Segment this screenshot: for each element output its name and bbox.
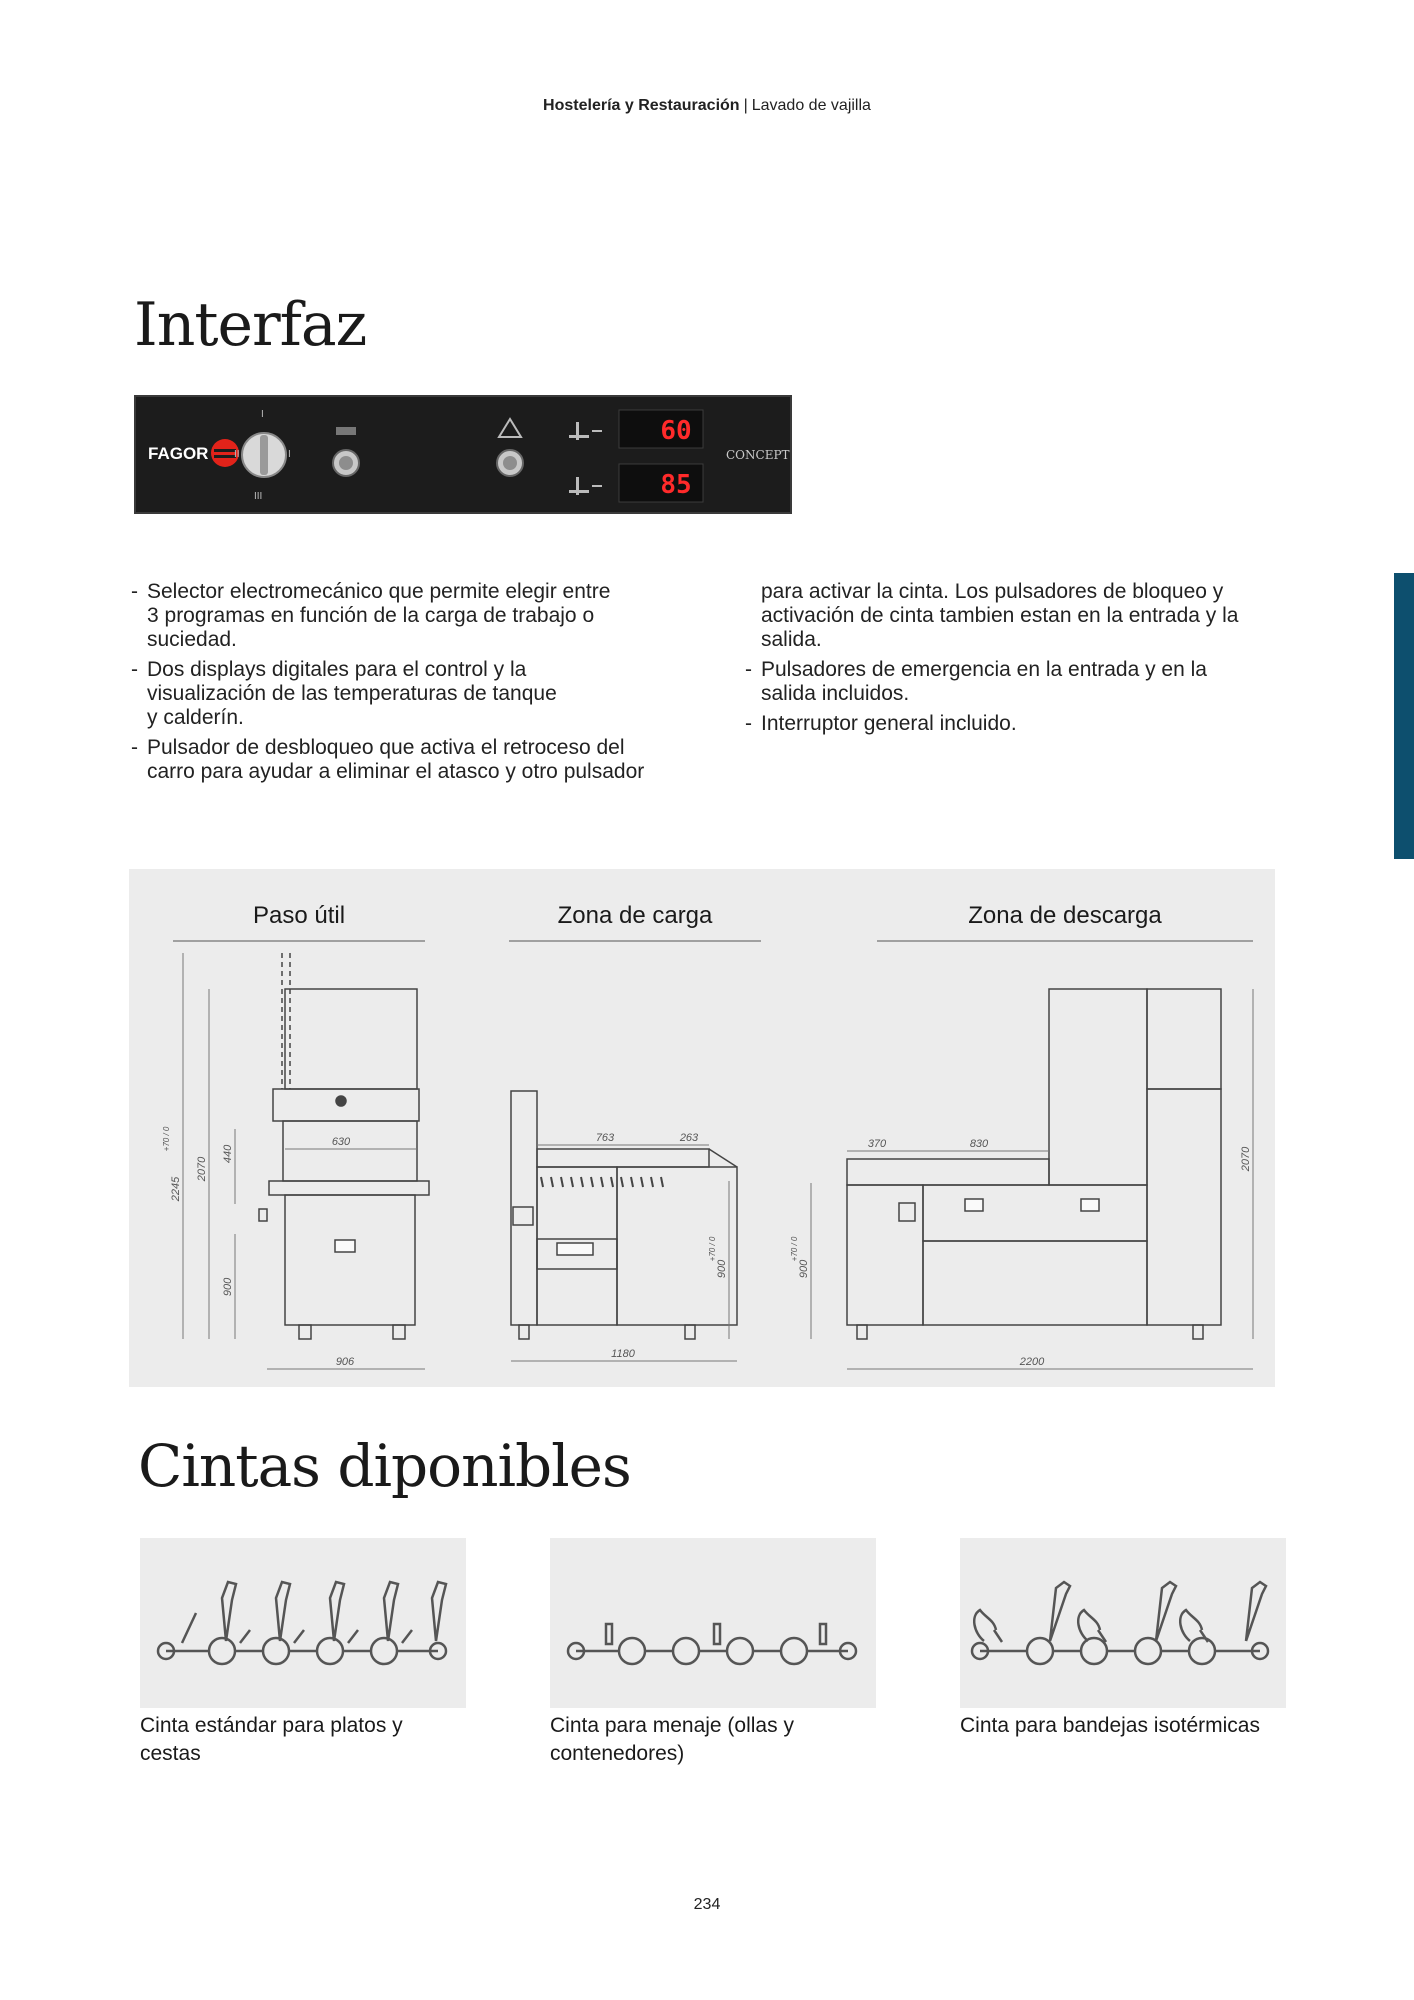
header-subsection: Lavado de vajilla	[751, 97, 871, 114]
pot-belt-icon	[550, 1538, 876, 1708]
bullet-dash: -	[745, 712, 752, 735]
feature-line: suciedad.	[147, 628, 237, 651]
paso-util-width: 906	[335, 1356, 355, 1368]
tray-belt-icon	[960, 1538, 1286, 1708]
bullet-dash: -	[745, 658, 752, 681]
svg-text:I: I	[288, 449, 291, 460]
belt-caption-pots	[550, 1712, 850, 1768]
panel-brand: FAGOR	[148, 444, 209, 463]
program-selector-knob[interactable]	[242, 433, 286, 477]
feature-line: Pulsadores de emergencia en la entrada y en la	[761, 658, 1207, 681]
feature-item	[131, 658, 671, 730]
feature-item	[745, 658, 1265, 706]
feature-line: Selector electromecánico que permite elegir entre	[147, 580, 611, 603]
panel-model: CONCEPT	[726, 448, 790, 462]
caption-line: Cinta para bandejas isotérmicas	[960, 1714, 1260, 1737]
diagram-title-zona-carga: Zona de carga	[557, 902, 713, 929]
zona-carga-height-900: 900	[716, 1259, 728, 1279]
zona-descarga-height-900: 900	[798, 1259, 810, 1279]
diagram-title-zona-descarga: Zona de descarga	[968, 902, 1162, 929]
paso-util-tolerance: +70 / 0	[162, 1126, 171, 1152]
feature-line: Pulsador de desbloqueo que activa el retroceso del	[147, 736, 625, 759]
zona-descarga-drawing	[847, 989, 1221, 1339]
zona-carga-length: 1180	[611, 1348, 635, 1360]
zona-descarga-length: 2200	[1019, 1356, 1045, 1368]
boiler-thermometer-icon	[569, 477, 602, 495]
zona-carga-seg1: 763	[595, 1132, 615, 1144]
boiler-temperature-value: 85	[660, 470, 692, 500]
diagram-title-paso-util: Paso útil	[252, 902, 346, 929]
belt-caption-plates	[140, 1712, 440, 1768]
interface-features-col1	[131, 580, 671, 790]
zona-carga-drawing	[511, 1091, 737, 1339]
caption-line: Cinta para menaje (ollas y	[550, 1714, 794, 1737]
caption-line: cestas	[140, 1742, 201, 1765]
feature-item	[131, 736, 671, 784]
tank-thermometer-icon	[569, 422, 602, 440]
caption-line: contenedores)	[550, 1742, 685, 1765]
paso-util-dimensions	[183, 953, 425, 1369]
zona-carga-dimensions	[511, 1145, 737, 1361]
control-panel-image	[134, 395, 792, 514]
zona-descarga-dimensions	[811, 989, 1253, 1369]
feature-line: activación de cinta tambien estan en la entrada y la	[761, 604, 1239, 627]
control-panel-drawing	[136, 397, 790, 512]
zona-descarga-tolerance: +70 / 0	[790, 1236, 799, 1262]
caption-line: Cinta estándar para platos y	[140, 1714, 403, 1737]
page-header	[0, 97, 1414, 115]
feature-continuation	[745, 580, 1265, 652]
feature-item	[131, 580, 671, 652]
paso-util-inner-width: 630	[331, 1136, 351, 1148]
feature-line: y calderín.	[147, 706, 244, 729]
feature-line: salida.	[761, 628, 822, 651]
belt-option-plates	[140, 1538, 466, 1708]
warning-icon	[499, 419, 521, 437]
feature-line: Interruptor general incluido.	[761, 712, 1017, 735]
feature-line: para activar la cinta. Los pulsadores de bloqueo y	[761, 580, 1224, 603]
zona-descarga-seg2: 830	[969, 1138, 989, 1150]
tank-temperature-display	[619, 410, 703, 448]
feature-item	[745, 712, 1265, 736]
page-number: 234	[693, 1896, 721, 1913]
selector-mark-2: II	[234, 449, 240, 460]
header-separator: |	[743, 97, 748, 114]
paso-util-height-440: 440	[222, 1144, 234, 1164]
header-section: Hostelería y Restauración	[543, 97, 740, 114]
tank-temperature-value: 60	[660, 416, 692, 446]
belt-option-trays	[960, 1538, 1286, 1708]
selector-mark-1: I	[261, 409, 264, 420]
belt-caption-trays	[960, 1712, 1320, 1740]
feature-line: carro para ayudar a eliminar el atasco y otro pulsador	[147, 760, 645, 783]
selector-mark-3: III	[254, 491, 263, 502]
belt-option-pots	[550, 1538, 876, 1708]
zona-descarga-height-2070: 2070	[1240, 1146, 1252, 1172]
bullet-dash: -	[131, 658, 138, 681]
section-side-tab	[1394, 573, 1414, 859]
zona-descarga-seg1: 370	[867, 1138, 887, 1150]
boiler-temperature-display	[619, 464, 703, 502]
cintas-title: Cintas diponibles	[138, 1432, 631, 1500]
paso-util-height-900: 900	[222, 1277, 234, 1297]
feature-line: 3 programas en función de la carga de trabajo o	[147, 604, 595, 627]
feature-line: salida incluidos.	[761, 682, 910, 705]
unlock-button[interactable]	[333, 427, 359, 476]
zona-carga-belt-teeth	[541, 1177, 663, 1187]
bullet-dash: -	[131, 580, 138, 603]
interfaz-title: Interfaz	[134, 290, 367, 360]
zona-carga-tolerance: +70 / 0	[708, 1236, 717, 1262]
plate-belt-icon	[140, 1538, 466, 1708]
dimension-drawings	[129, 869, 1275, 1387]
feature-line: visualización de las temperaturas de tanque	[147, 682, 557, 705]
feature-line: Dos displays digitales para el control y la	[147, 658, 527, 681]
paso-util-height-total: 2245	[170, 1176, 182, 1202]
belt-activation-button[interactable]	[497, 450, 523, 476]
zona-carga-seg2: 263	[679, 1132, 699, 1144]
dimension-diagrams	[129, 869, 1275, 1387]
bullet-dash: -	[131, 736, 138, 759]
paso-util-height-2070: 2070	[196, 1156, 208, 1182]
interface-features-col2	[745, 580, 1265, 742]
